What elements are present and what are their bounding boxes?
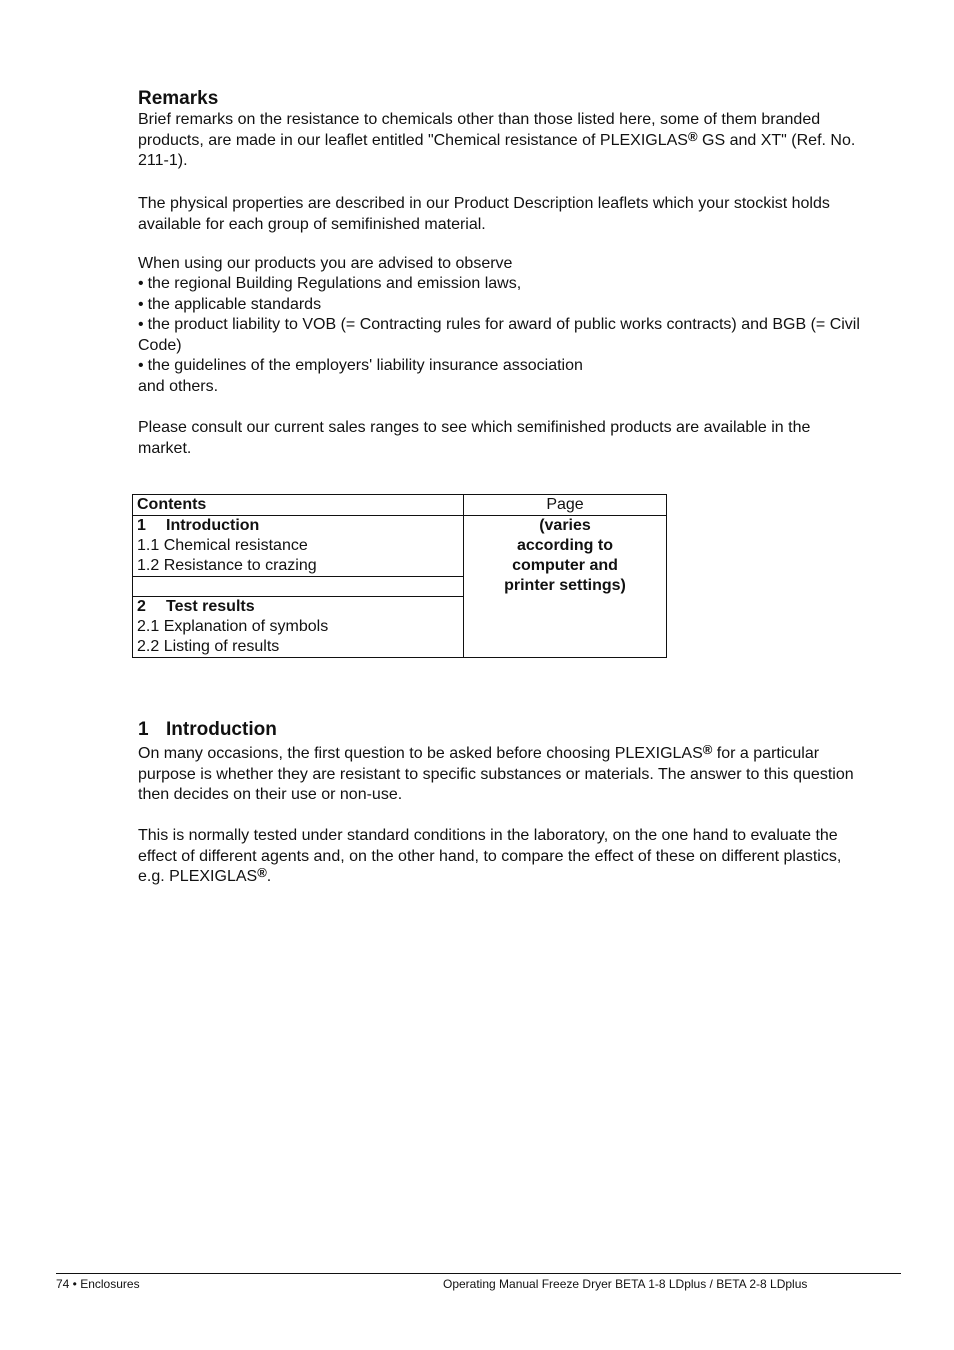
section-title: 2 Test results (137, 598, 255, 615)
remarks-paragraph-2: The physical properties are described in our Product Description leaflets which your stockist holds available for each group of semifinished material. (138, 195, 830, 233)
footer-page-section: 74 • Enclosures (56, 1277, 140, 1291)
introduction-heading: 1 Introduction (138, 719, 277, 740)
section-item: 2.2 Listing of results (137, 638, 280, 655)
remarks-p3-intro: When using our products you are advised to observe (138, 255, 513, 272)
contents-section-row (133, 516, 667, 577)
remarks-p1-text: Brief remarks on the resistance to chemicals other than those listed here, some of them branded products, are made in our leaflet entitled "Chemical resistance of PLEXIGLAS (138, 111, 821, 149)
bullet-item: • the product liability to VOB (= Contracting rules for award of public works contracts) and BGB (= Civil Code) (138, 315, 868, 356)
remarks-paragraph-1 (138, 110, 868, 172)
section-item: 2.1 Explanation of symbols (137, 618, 329, 635)
page-note: (varies according to computer and printer settings) (464, 516, 667, 658)
contents-table (132, 494, 667, 658)
contents-header-label: Contents (133, 495, 464, 516)
section-title: 1 Introduction (137, 517, 260, 534)
remarks-paragraph-4: Please consult our current sales ranges to see which semifinished products are available in the market. (138, 419, 811, 457)
spacer-cell (133, 577, 464, 597)
contents-header-row (133, 495, 667, 516)
registered-mark: ® (257, 865, 267, 880)
remarks-p3-end: and others. (138, 377, 219, 395)
registered-mark: ® (687, 128, 698, 144)
introduction-paragraph-2: This is normally tested under standard conditions in the laboratory, on the one hand to evaluate the effect of different agents and, on the other hand, to compare the effect of these on different plastics, e.g. PLEXIGLAS®. (138, 827, 842, 885)
remarks-paragraph-3 (138, 254, 868, 397)
bullet-item: • the regional Building Regulations and emission laws, (138, 274, 868, 295)
introduction-paragraph-1: On many occasions, the first question to be asked before choosing PLEXIGLAS® for a particular purpose is whether they are resistant to specific substances or materials. The answer to this question then decides on their use or non-use. (138, 742, 854, 803)
bullet-item: • the guidelines of the employers' liability insurance association (138, 356, 868, 377)
footer-document-title: Operating Manual Freeze Dryer BETA 1-8 LDplus / BETA 2-8 LDplus (443, 1277, 808, 1291)
footer-divider (56, 1273, 901, 1274)
remarks-heading: Remarks (138, 88, 219, 109)
section-item: 1.1 Chemical resistance (137, 537, 308, 554)
remarks-p1-text-end: GS and XT" (Ref. No. 211-1). (138, 131, 856, 169)
contents-section-1 (133, 516, 464, 577)
registered-mark: ® (702, 742, 713, 757)
section-item: 1.2 Resistance to crazing (137, 557, 317, 574)
page-header-label: Page (464, 495, 667, 516)
contents-section-2 (133, 597, 464, 658)
bullet-item: • the applicable standards (138, 295, 868, 316)
